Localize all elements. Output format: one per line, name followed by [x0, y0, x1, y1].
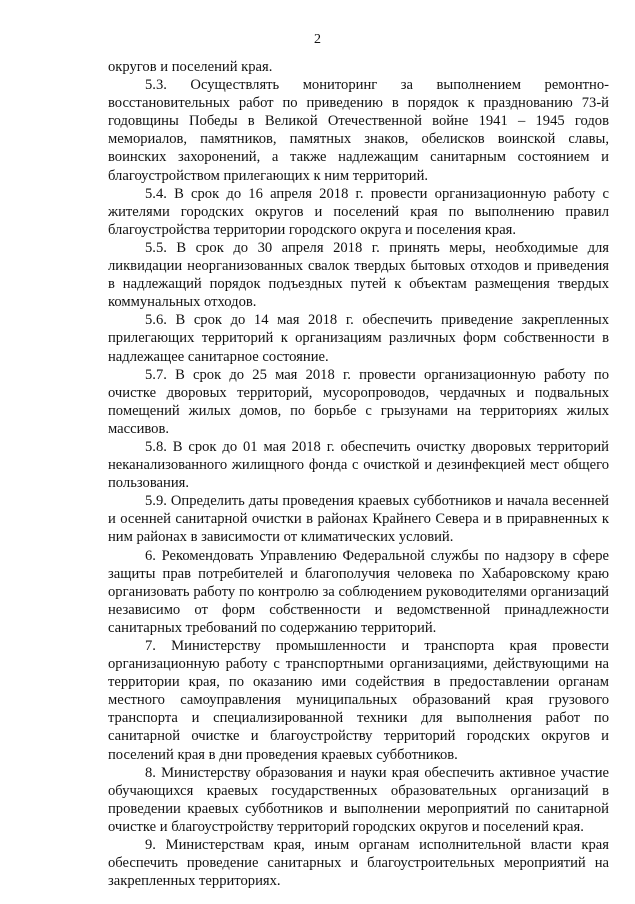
document-body — [108, 58, 609, 890]
paragraph-9: 9. Министерствам края, иным органам исполнительной власти края обеспечить проведение санитарных и благоустроительных мероприятий на закрепленных территориях. — [108, 837, 609, 890]
page-number: 2 — [314, 32, 321, 47]
paragraph-continuation: округов и поселений края. — [108, 59, 273, 75]
paragraph-6: 6. Рекомендовать Управлению Федеральной службы по надзору в сфере защиты прав потребителей и благополучия человека по Хабаровскому краю организовать работу по контролю за соблюдением руководителями организаций независимо от форм собственности и ведомственной принадлежности санитарных требований по содержанию территорий. — [108, 547, 609, 636]
paragraph-5-6: 5.6. В срок до 14 мая 2018 г. обеспечить приведение закрепленных прилегающих территорий к организациям различных форм собственности в надлежащее санитарное состояние. — [108, 312, 609, 365]
paragraph-5-5: 5.5. В срок до 30 апреля 2018 г. принять меры, необходимые для ликвидации неорганизованных свалок твердых бытовых отходов и приведения в надлежащий порядок подъездных путей к объектам размещения твердых коммунальных отходов. — [108, 239, 609, 311]
paragraph-5-9: 5.9. Определить даты проведения краевых субботников и начала весенней и осенней санитарной очистки в районах Крайнего Севера и в приравненных к ним районах в зависимости от климатических условий. — [108, 493, 609, 546]
paragraph-8: 8. Министерству образования и науки края обеспечить активное участие обучающихся краевых государственных образовательных организаций в проведении краевых субботников и выполнении мероприятий по санитарной очистке и благоустройству территорий городских округов и поселений края. — [108, 764, 609, 835]
paragraph-5-7: 5.7. В срок до 25 мая 2018 г. провести организационную работу по очистке дворовых территорий, мусоропроводов, чердачных и подвальных помещений жилых домов, по борьбе с грызунами на территориях жилых массивов. — [108, 366, 609, 437]
paragraph-5-8: 5.8. В срок до 01 мая 2018 г. обеспечить очистку дворовых территорий неканализованного жилищного фонда с очисткой и дезинфекцией мест общего пользования. — [108, 438, 609, 492]
paragraph-5-4: 5.4. В срок до 16 апреля 2018 г. провести организационную работу с жителями городских округов и поселений края по выполнению правил благоустройства территории городского округа и поселения края. — [108, 185, 609, 238]
paragraph-5-3: 5.3. Осуществлять мониторинг за выполнением ремонтно-восстановительных работ по приведению в порядок к празднованию 73-й годовщины Победы в Великой Отечественной войне 1941 – 1945 годов мемориалов, памятников, памятных знаков, обелисков воинской славы, воинских захоронений, а также надлежащим санитарным состоянием и благоустройством прилегающих к ним территорий. — [108, 77, 609, 184]
paragraph-7: 7. Министерству промышленности и транспорта края провести организационную работу с транспортными организациями, действующими на территории края, по оказанию ими содействия в предоставлении органам местного самоуправления муниципальных образований края грузового транспорта и специализированной техники для выполнения работ по санитарной очистке и благоустройству территорий городских округов и поселений края в дни проведения краевых субботников. — [108, 638, 609, 763]
